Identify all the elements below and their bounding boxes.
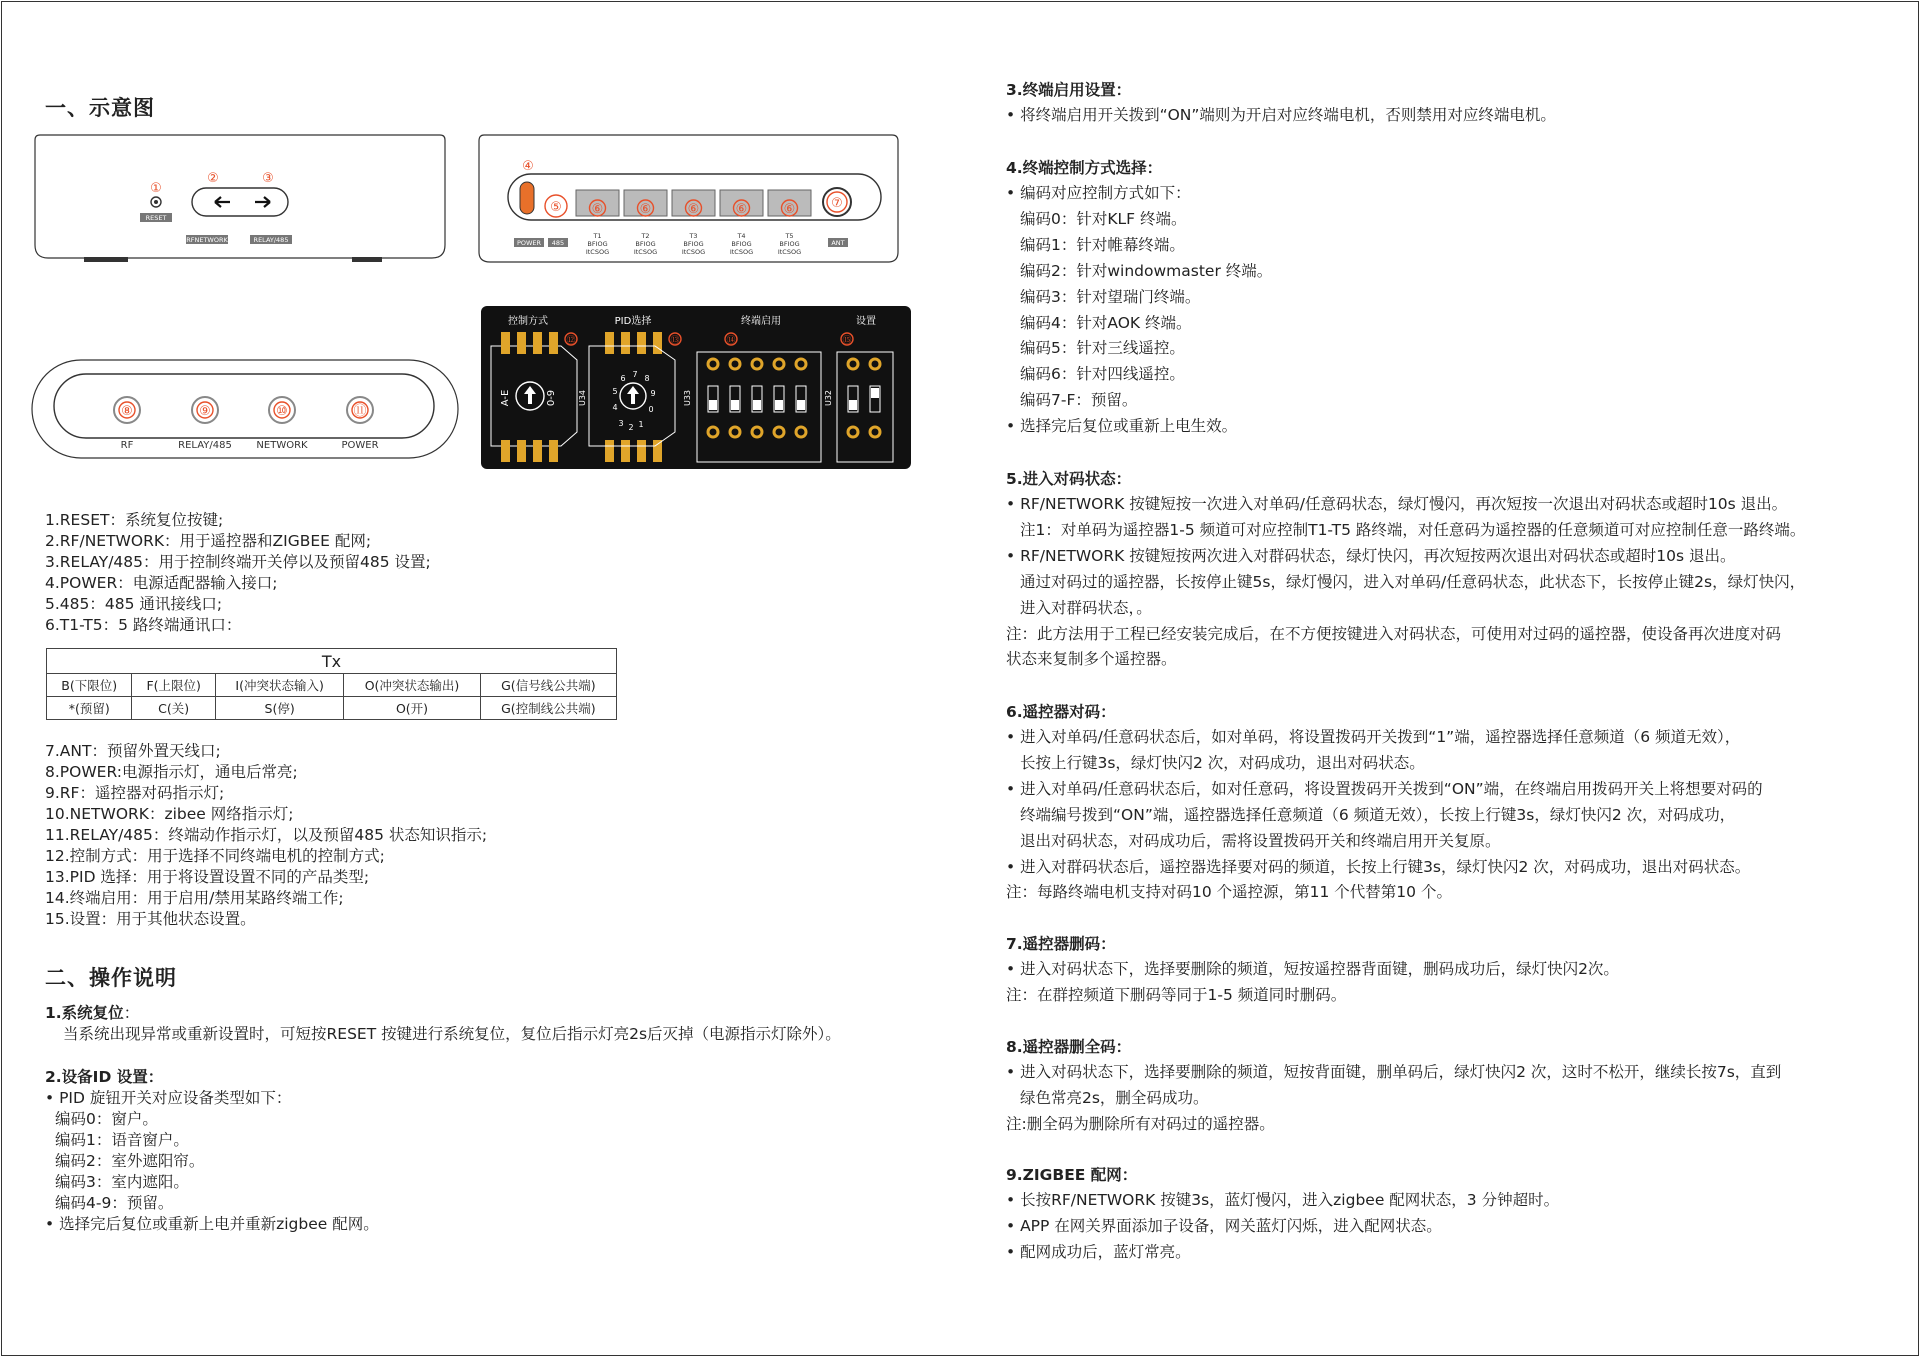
ae-label: A-E: [500, 389, 511, 407]
svg-text:8: 8: [644, 374, 650, 383]
callout-1: ①: [150, 181, 162, 196]
section-remote-delete: 7.遥控器删码： • 进入对码状态下，选择要删除的频道，短按遥控器背面键，删码成功后，绿灯快闪2次。 注：在群控频道下删码等同于1-5 频道同时删码。: [1006, 932, 1619, 1009]
legend-item: 11.RELAY/485：终端动作指示灯，以及预留485 状态知识指示;: [45, 826, 488, 844]
svg-text:2: 2: [628, 423, 634, 432]
led-label-network: NETWORK: [256, 440, 308, 451]
legend-item: 9.RF：遥控器对码指示灯;: [45, 784, 225, 802]
section-pairing-state: 5.进入对码状态： • RF/NETWORK 按键短按一次进入对单码/任意码状态，绿灯慢闪，再次短按一次退出对码状态或超时10s 退出。 注1：对单码为遥控器1-5 频道可对应控制T1-T5 路终端，对任意码为遥控器的任意频道可对应控制任意一路终端。 • RF/NETWORK 按键短按两次进入对群码状态，绿灯快闪，再次短按两次退出对码状态或超时10s 退出。 通过对码过的遥控器，长按停止键5s，绿灯慢闪，进入对单码/任意码状态，此状态下，长按停止键2s，绿灯快闪， 进入对群码状态，。 注：此方法用于工程已经安装完成后，在不方便按键进入对码状态，可使用对过码的遥控器，使设备再次进度对码 状态来复制多个遥控器。: [1006, 467, 1805, 673]
port-t2: T2: [641, 232, 650, 240]
svg-text:ItCSOG: ItCSOG: [585, 248, 610, 256]
pid-select-label: PID选择: [614, 316, 652, 327]
svg-text:BFIOG: BFIOG: [587, 240, 608, 248]
section-title-diagram: 一、示意图: [45, 96, 155, 120]
legend-item: 5.485：485 通讯接线口;: [45, 595, 223, 613]
port-t5: T5: [785, 232, 794, 240]
section-zigbee-network: 9.ZIGBEE 配网： • 长按RF/NETWORK 按键3s，蓝灯慢闪，进入zigbee 配网状态，3 分钟超时。 • APP 在网关界面添加子设备，网关蓝灯闪烁，进入配网状态。 • 配网成功后，蓝灯常亮。: [1006, 1163, 1559, 1266]
remote-delete-title: 7.遥控器删码：: [1006, 935, 1116, 953]
svg-text:⑭: ⑭: [726, 336, 736, 346]
svg-text:ItCSOG: ItCSOG: [681, 248, 706, 256]
legend-item: 14.终端启用：用于启用/禁用某路终端工作;: [45, 889, 344, 907]
callout-10: ⑩: [276, 404, 288, 419]
legend-list-1: [45, 510, 431, 636]
led-label-rf: RF: [120, 440, 134, 451]
section-remote-pairing: 6.遥控器对码： • 进入对单码/任意码状态后，如对单码，将设置拨码开关拨到“1”端，遥控器选择任意频道（6 频道无效）， 长按上行键3s，绿灯快闪2 次，对码成功，退出对码状态。 • 进入对单码/任意码状态后，如对任意码，将设置拨码开关拨到“ON”端，在终端启用拨码开关上将想要对码的 终端编号拨到“ON”端，遥控器选择任意频道（6 频道无效），长按上行键3s，绿灯快闪2 次，对码成功， 退出对码状态，对码成功后，需将设置拨码开关和终端启用开关复原。 • 进入对群码状态后，遥控器选择要对码的频道，长按上行键3s，绿灯快闪2 次，对码成功，退出对码状态。 注：每路终端电机支持对码10 个遥控源，第11 个代替第10 个。: [1006, 700, 1763, 906]
pcb-board-diagram: [481, 306, 911, 469]
section-system-reset: 1.系统复位： 当系统出现异常或重新设置时，可短按RESET 按键进行系统复位，复位后指示灯亮2s后灭掉（电源指示灯除外）。: [45, 1004, 841, 1043]
legend-item: 12.控制方式：用于选择不同终端电机的控制方式;: [45, 847, 385, 865]
callout-4: ④: [522, 159, 534, 174]
ctrl-mode-label: 控制方式: [508, 316, 548, 327]
svg-text:0: 0: [648, 405, 654, 414]
svg-text:ItCSOG: ItCSOG: [729, 248, 754, 256]
port-t4: T4: [737, 232, 746, 240]
section-title-operation: 二、操作说明: [45, 966, 177, 990]
relay485-label: RELAY/485: [253, 236, 289, 244]
device-id-title: 2.设备ID 设置：: [45, 1068, 164, 1086]
callout-6e: ⑥: [783, 202, 796, 217]
legend-list-2: [45, 741, 487, 930]
system-reset-text: 当系统出现异常或重新设置时，可短按RESET 按键进行系统复位，复位后指示灯亮2s后灭掉（电源指示灯除外）。: [63, 1025, 841, 1043]
callout-2: ②: [207, 171, 219, 186]
callout-3: ③: [262, 171, 274, 186]
legend-item: 8.POWER:电源指示灯，通电后常亮;: [45, 763, 298, 781]
table-row: B(下限位) F(上限位) I(冲突状态输入) O(冲突状态输出) G(信号线公共端): [47, 674, 617, 697]
led-label-relay485: RELAY/485: [178, 440, 232, 451]
back-panel-diagram: [478, 134, 900, 266]
callout-6c: ⑥: [687, 202, 700, 217]
callout-9: ⑨: [199, 404, 211, 419]
control-mode-title: 4.终端控制方式选择：: [1006, 159, 1163, 177]
ant-port-label: ANT: [831, 239, 845, 247]
system-reset-title: 1.系统复位: [45, 1004, 124, 1022]
indicator-panel-diagram: [30, 358, 460, 462]
port-t1: T1: [593, 232, 602, 240]
svg-text:7: 7: [632, 370, 638, 379]
legend-item: 1.RESET：系统复位按键;: [45, 511, 224, 529]
svg-text:BFIOG: BFIOG: [731, 240, 752, 248]
table-header: Tx: [47, 649, 617, 674]
section-terminal-enable: 3.终端启用设置： • 将终端启用开关拨到“ON”端则为开启对应终端电机，否则禁用对应终端电机。: [1006, 78, 1556, 129]
svg-text:⑫: ⑫: [566, 336, 576, 346]
rfnetwork-label: RFNETWORK: [186, 236, 228, 244]
legend-item: 15.设置：用于其他状态设置。: [45, 910, 256, 928]
svg-text:5: 5: [612, 387, 618, 396]
svg-text:4: 4: [612, 403, 618, 412]
remote-delete-all-title: 8.遥控器删全码：: [1006, 1038, 1132, 1056]
legend-item: 6.T1-T5：5 路终端通讯口：: [45, 616, 242, 634]
svg-text:6: 6: [620, 374, 626, 383]
u33-label: U33: [683, 389, 692, 407]
reset-label: RESET: [145, 214, 167, 222]
port-t3: T3: [689, 232, 698, 240]
svg-text:9: 9: [650, 389, 656, 398]
zigbee-network-title: 9.ZIGBEE 配网：: [1006, 1166, 1138, 1184]
svg-text:⑬: ⑬: [670, 336, 680, 346]
callout-5: ⑤: [550, 200, 562, 215]
section-remote-delete-all: 8.遥控器删全码： • 进入对码状态下，选择要删除的频道，短按背面键，删单码后，绿灯快闪2 次，这时不松开，继续长按7s，直到 绿色常亮2s，删全码成功。 注:删全码为删除所有对码过的遥控器。: [1006, 1035, 1781, 1138]
u32-label: U32: [824, 389, 833, 407]
svg-text:BFIOG: BFIOG: [683, 240, 704, 248]
settings-label: 设置: [856, 316, 876, 327]
legend-item: 3.RELAY/485：用于控制终端开关停以及预留485 设置;: [45, 553, 431, 571]
svg-text:3: 3: [618, 419, 624, 428]
table-row: *(预留) C(关) S(停) O(开) G(控制线公共端): [47, 697, 617, 720]
section-device-id: 2.设备ID 设置： • PID 旋钮开关对应设备类型如下： 编码0：窗户。 编码1：语音窗户。 编码2：室外遮阳帘。 编码3：室内遮阳。 编码4-9：预留。 • 选择完后复位或重新上电并重新zigbee 配网。: [45, 1068, 379, 1233]
svg-text:⑮: ⑮: [842, 336, 852, 346]
front-panel-diagram: [34, 134, 446, 266]
pairing-state-title: 5.进入对码状态：: [1006, 470, 1132, 488]
remote-pairing-title: 6.遥控器对码：: [1006, 703, 1116, 721]
section-control-mode: 4.终端控制方式选择： • 编码对应控制方式如下： 编码0：针对KLF 终端。 编码1：针对帷幕终端。 编码2：针对windowmaster 终端。 编码3：针对望瑞门终端。 编码4：针对AOK 终端。 编码5：针对三线遥控。 编码6：针对四线遥控。 编码7-F：预留。 • 选择完后复位或重新上电生效。: [1006, 156, 1272, 440]
legend-item: 10.NETWORK：zibee 网络指示灯;: [45, 805, 294, 823]
svg-text:ItCSOG: ItCSOG: [777, 248, 802, 256]
callout-8: ⑧: [121, 404, 133, 419]
u34-label: U34: [578, 389, 587, 407]
tx-pinout-table: [46, 648, 617, 720]
svg-text:BFIOG: BFIOG: [779, 240, 800, 248]
terminal-enable-title: 3.终端启用设置：: [1006, 81, 1132, 99]
svg-text:ItCSOG: ItCSOG: [633, 248, 658, 256]
legend-item: 7.ANT：预留外置天线口;: [45, 742, 221, 760]
terminal-enable-label: 终端启用: [741, 316, 781, 327]
led-label-power: POWER: [341, 440, 379, 451]
legend-item: 2.RF/NETWORK：用于遥控器和ZIGBEE 配网;: [45, 532, 372, 550]
power-port-label: POWER: [516, 239, 542, 247]
legend-item: 13.PID 选择：用于将设置设置不同的产品类型;: [45, 868, 370, 886]
port-485-label: 485: [551, 239, 565, 247]
zero-nine-label: 0-9: [546, 389, 557, 407]
callout-7: ⑦: [831, 196, 843, 211]
callout-6a: ⑥: [591, 202, 604, 217]
callout-6d: ⑥: [735, 202, 748, 217]
callout-11: ⑪: [353, 404, 367, 419]
legend-item: 4.POWER：电源适配器输入接口;: [45, 574, 278, 592]
svg-text:1: 1: [638, 420, 644, 429]
svg-text:BFIOG: BFIOG: [635, 240, 656, 248]
callout-6b: ⑥: [639, 202, 652, 217]
